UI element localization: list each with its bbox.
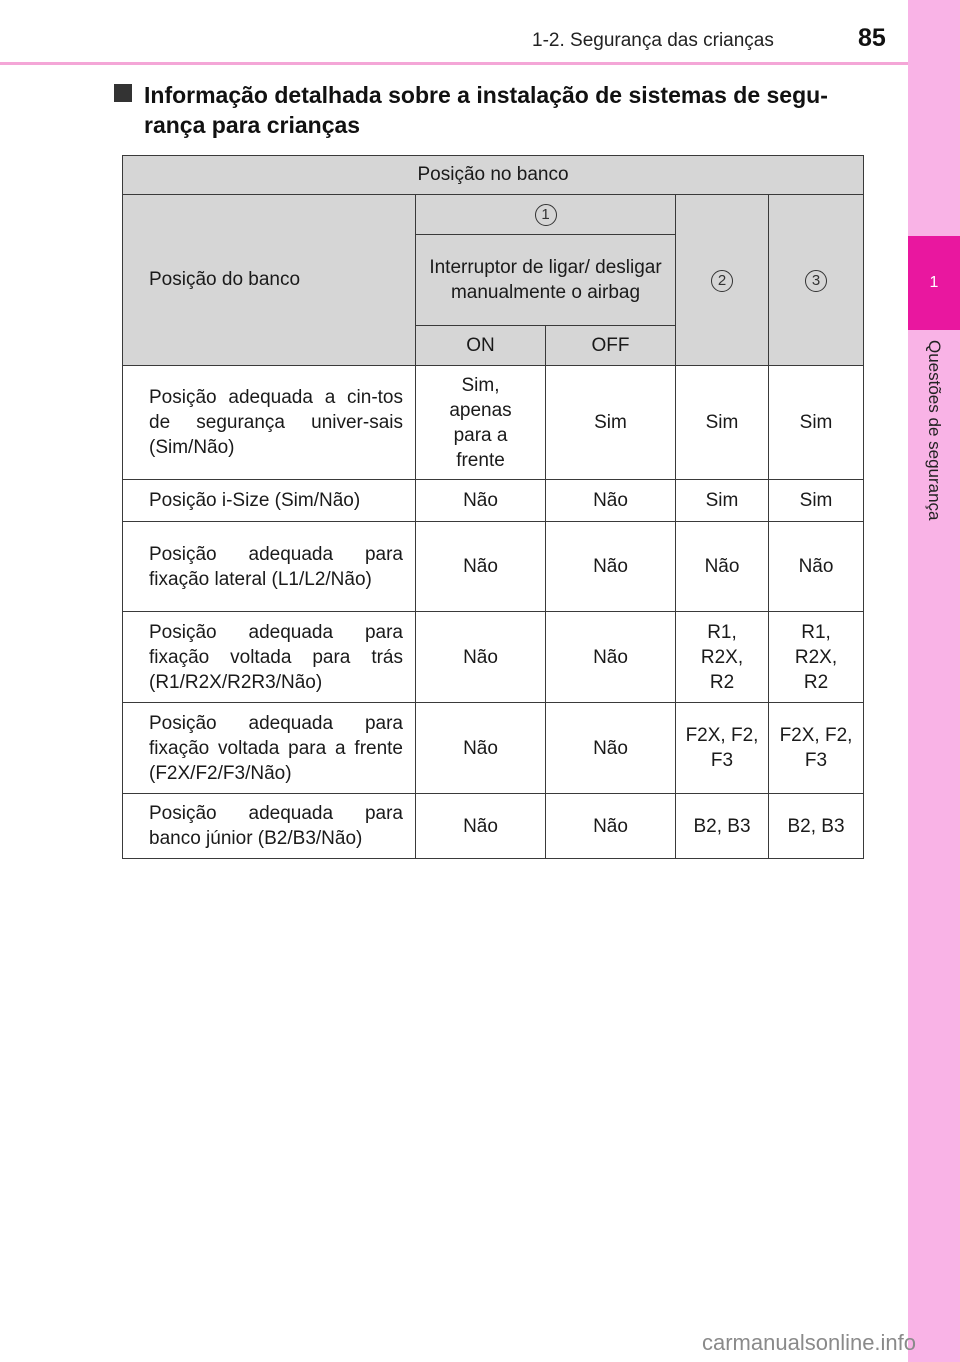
chapter-title-vertical: Questões de segurança [925, 340, 944, 521]
cell-off: Não [546, 703, 676, 794]
cell-off: Não [546, 522, 676, 612]
table-row [123, 522, 864, 612]
cell-position-3: Sim [769, 366, 864, 480]
table-row [123, 480, 864, 522]
row-label: Posição adequada a cin-tos de segurança univer-sais (Sim/Não) [123, 366, 416, 480]
circled-number-2: 2 [711, 270, 733, 292]
cell-position-2: B2, B3 [676, 794, 769, 859]
row-label: Posição adequada para fixação voltada para trás (R1/R2X/R2R3/Não) [123, 612, 416, 703]
table-row [123, 612, 864, 703]
page-number: 85 [858, 24, 886, 52]
table-row [123, 703, 864, 794]
square-bullet-icon [114, 84, 132, 102]
side-tab [908, 0, 960, 1362]
row-label: Posição adequada para banco júnior (B2/B3/Não) [123, 794, 416, 859]
circled-number-3: 3 [805, 270, 827, 292]
table-row [123, 794, 864, 859]
cell-position-3: F2X, F2, F3 [769, 703, 864, 794]
section-heading-text: Informação detalhada sobre a instalação de sistemas de segu-rança para crianças [144, 82, 828, 138]
row-label: Posição adequada para fixação voltada para a frente (F2X/F2/F3/Não) [123, 703, 416, 794]
position-3-header [769, 195, 864, 366]
table-row [123, 366, 864, 480]
cell-position-3: R1, R2X, R2 [769, 612, 864, 703]
section-heading [114, 80, 874, 140]
row-label: Posição i-Size (Sim/Não) [123, 480, 416, 522]
cell-off: Não [546, 794, 676, 859]
cell-on: Não [416, 480, 546, 522]
cell-position-2: R1, R2X, R2 [676, 612, 769, 703]
cell-position-3: B2, B3 [769, 794, 864, 859]
cell-off: Sim [546, 366, 676, 480]
cell-position-3: Sim [769, 480, 864, 522]
cell-on: Não [416, 612, 546, 703]
airbag-switch-header: Interruptor de ligar/ desligar manualmente o airbag [416, 235, 676, 326]
cell-position-2: F2X, F2, F3 [676, 703, 769, 794]
table-header-row-label: Posição do banco [123, 195, 416, 366]
row-label: Posição adequada para fixação lateral (L1/L2/Não) [123, 522, 416, 612]
cell-position-2: Sim [676, 480, 769, 522]
cell-on: Sim, apenas para a frente [416, 366, 546, 480]
cell-off: Não [546, 480, 676, 522]
cell-on: Não [416, 522, 546, 612]
position-2-header [676, 195, 769, 366]
cell-on: Não [416, 703, 546, 794]
circled-number-1: 1 [535, 204, 557, 226]
table-header-seat-position: Posição no banco [123, 156, 864, 195]
watermark: carmanualsonline.info [702, 1330, 917, 1355]
cell-position-2: Não [676, 522, 769, 612]
on-header: ON [416, 326, 546, 366]
position-1-header [416, 195, 676, 235]
cell-position-3: Não [769, 522, 864, 612]
cell-position-2: Sim [676, 366, 769, 480]
cell-off: Não [546, 612, 676, 703]
seat-position-table [122, 155, 864, 859]
header-rule [0, 62, 908, 65]
running-head: 1-2. Segurança das crianças [532, 30, 774, 51]
off-header: OFF [546, 326, 676, 366]
chapter-number-tab: 1 [908, 236, 960, 330]
cell-on: Não [416, 794, 546, 859]
